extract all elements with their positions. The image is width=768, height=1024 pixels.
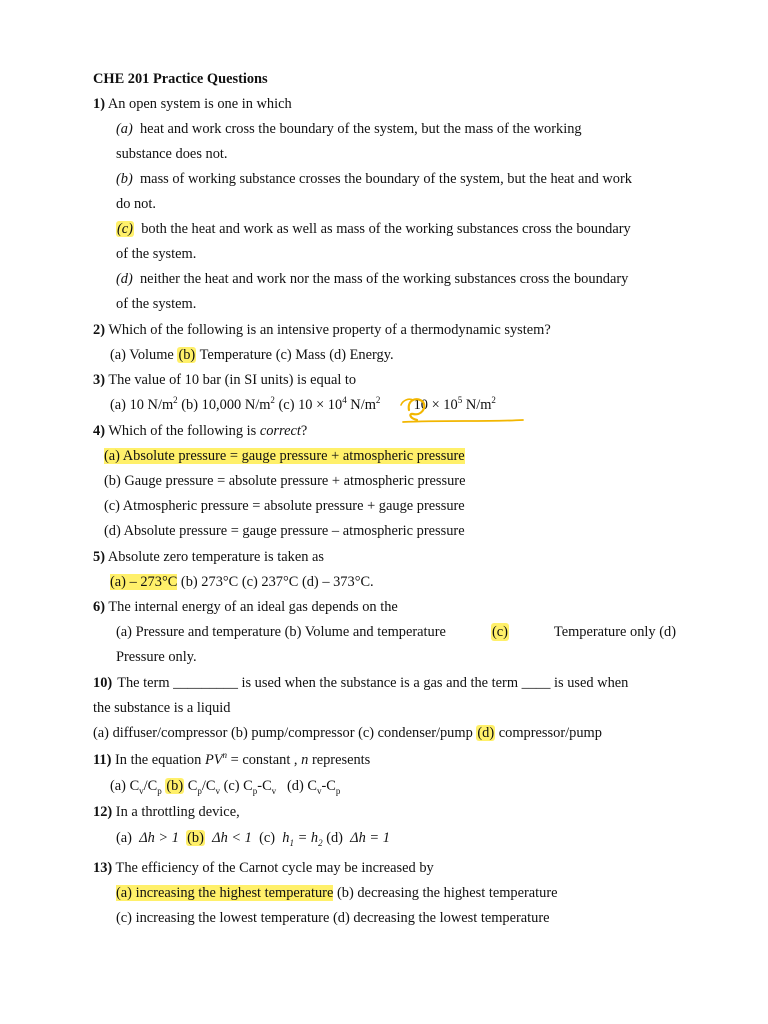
question-10-cont: the substance is a liquid [93,700,231,716]
option-c-label-highlighted: (c) [491,624,508,640]
option-d: (d) Energy. [329,347,394,363]
question-10 [93,674,668,692]
question-number: 12) [93,804,113,820]
question-text: Which of the following is an intensive property of a thermodynamic system? [108,322,551,338]
question-13 [93,859,434,877]
option-label: (a) [116,121,133,137]
question-text: An open system is one in which [107,96,292,112]
question-number: 11) [93,752,112,768]
question-1 [93,95,292,113]
option-label-highlighted: (c) [117,221,133,237]
option-a: (a) 10 $N/m^2$ [110,395,178,413]
page-title: CHE 201 Practice Questions [93,71,268,87]
option-text: neither the heat and work nor the mass of the working substances cross the boundary [139,271,629,287]
q3-options [110,396,496,414]
question-number: 5) [93,549,105,565]
option-b-text: Temperature [199,347,273,363]
option-c-eq: $h_1 = h_2$ [282,830,323,848]
q1-option-c-cont: of the system. [116,246,197,262]
option-label: (b) [116,171,133,187]
q1-option-d-cont: of the system. [116,296,197,312]
q13-options-cd [116,909,550,927]
question-6 [93,598,398,616]
option-text: both the heat and work as well as mass of the working substances cross the boundary [141,221,631,237]
question-11 [93,751,370,769]
option-text-highlighted: (a) Absolute pressure = gauge pressure + atmospheric pressure [104,448,465,464]
question-4: 4) Which of the following is correct? [93,423,308,439]
q1-option-b-cont: do not. [116,196,156,212]
option-d-text: compressor/pump [498,725,602,741]
variable: n [301,752,309,768]
question-12 [93,803,240,821]
option-b: (b) decreasing the highest temperature [336,885,558,901]
option-a-label: (a) [116,830,132,846]
q4-option-a [104,447,465,465]
options-a-c: (a) diffuser/compressor (b) pump/compressor (c) condenser/pump [93,725,473,741]
option-d-label: (d) [326,830,343,846]
option-c: (c) increasing the lowest temperature [116,910,330,926]
q12-options [116,829,390,847]
option-d: (d) $C_v-C_p$ [286,778,341,796]
question-5 [93,548,324,566]
option-b-eq: Δh < 1 [212,830,252,846]
option-a: (a) $C_v/C_p$ [110,778,162,796]
option-a: (a) Volume [110,347,174,363]
question-3 [93,371,356,389]
q1-option-d [116,270,628,288]
question-text: Which of the following is [108,423,257,439]
option-d: (d) decreasing the lowest temperature [332,910,550,926]
q4-option-b: (b) Gauge pressure = absolute pressure + atmospheric pressure [104,473,466,489]
q5-options [110,573,374,591]
question-number: 10) [93,675,113,691]
option-c: (c) $C_p-C_v$ [223,778,277,796]
q4-option-d: (d) Absolute pressure = gauge pressure – atmospheric pressure [104,523,465,539]
option-text: heat and work cross the boundary of the system, but the mass of the working [139,121,582,137]
q6-options [116,623,676,641]
question-text: In the equation [115,752,202,768]
q1-option-a-cont: substance does not. [116,146,228,162]
option-a-highlighted: (a) increasing the highest temperature [116,885,334,901]
q2-options [110,346,394,364]
question-2 [93,321,551,339]
option-a-b: (a) Pressure and temperature (b) Volume and temperature [116,624,446,640]
question-number: 3) [93,372,105,388]
q4-option-c: (c) Atmospheric pressure = absolute pressure + gauge pressure [104,498,465,514]
question-text: = constant , [230,752,298,768]
question-number: 13) [93,860,113,876]
option-a-eq: Δh > 1 [139,830,179,846]
option-c: (c) Mass [275,347,326,363]
question-number: 6) [93,599,105,615]
options-rest: (b) 273°C (c) 237°C (d) – 373°C. [180,574,374,590]
q1-option-a [116,120,582,138]
option-b: $C_p/C_v$ [187,778,220,796]
option-d-eq: Δh = 1 [350,830,390,846]
option-b-label-highlighted: (b) [178,347,196,363]
question-number: 1) [93,96,105,112]
option-text: mass of working substance crosses the boundary of the system, but the heat and work [139,171,632,187]
question-text: Absolute zero temperature is taken as [107,549,324,565]
q13-options-ab [116,884,558,902]
question-text: The efficiency of the Carnot cycle may be increased by [115,860,434,876]
question-text-emphasis: correct [259,423,301,439]
option-c-d: Temperature only (d) [553,624,676,640]
option-d: $10 \times 10^5$ $N/m^2$ [413,395,496,413]
option-c: (c) $10 \times 10^4$ $N/m^2$ [278,395,381,413]
option-d-label-highlighted: (d) [477,725,495,741]
q1-option-c [116,220,631,238]
q11-options [110,777,340,795]
question-text: The internal energy of an ideal gas depends on the [108,599,398,615]
question-text: represents [311,752,371,768]
q1-option-b [116,170,632,188]
option-a-highlighted: (a) – 273°C [110,574,178,590]
question-number: 2) [93,322,105,338]
option-b-label-highlighted: (b) [166,778,184,794]
equation: $PV^n$ [204,750,228,768]
question-text: The term _________ is used when the substance is a gas and the term ____ is used when [117,675,629,691]
question-text: The value of 10 bar (in SI units) is equal to [108,372,357,388]
option-b-label-highlighted: (b) [187,830,204,846]
q6-options-cont: Pressure only. [116,649,197,665]
question-text: In a throttling device, [115,804,240,820]
q10-options [93,724,602,742]
option-b: (b) 10,000 $N/m^2$ [181,395,275,413]
option-c-label: (c) [259,830,276,846]
option-label: (d) [116,271,133,287]
question-number: 4) [93,423,105,439]
